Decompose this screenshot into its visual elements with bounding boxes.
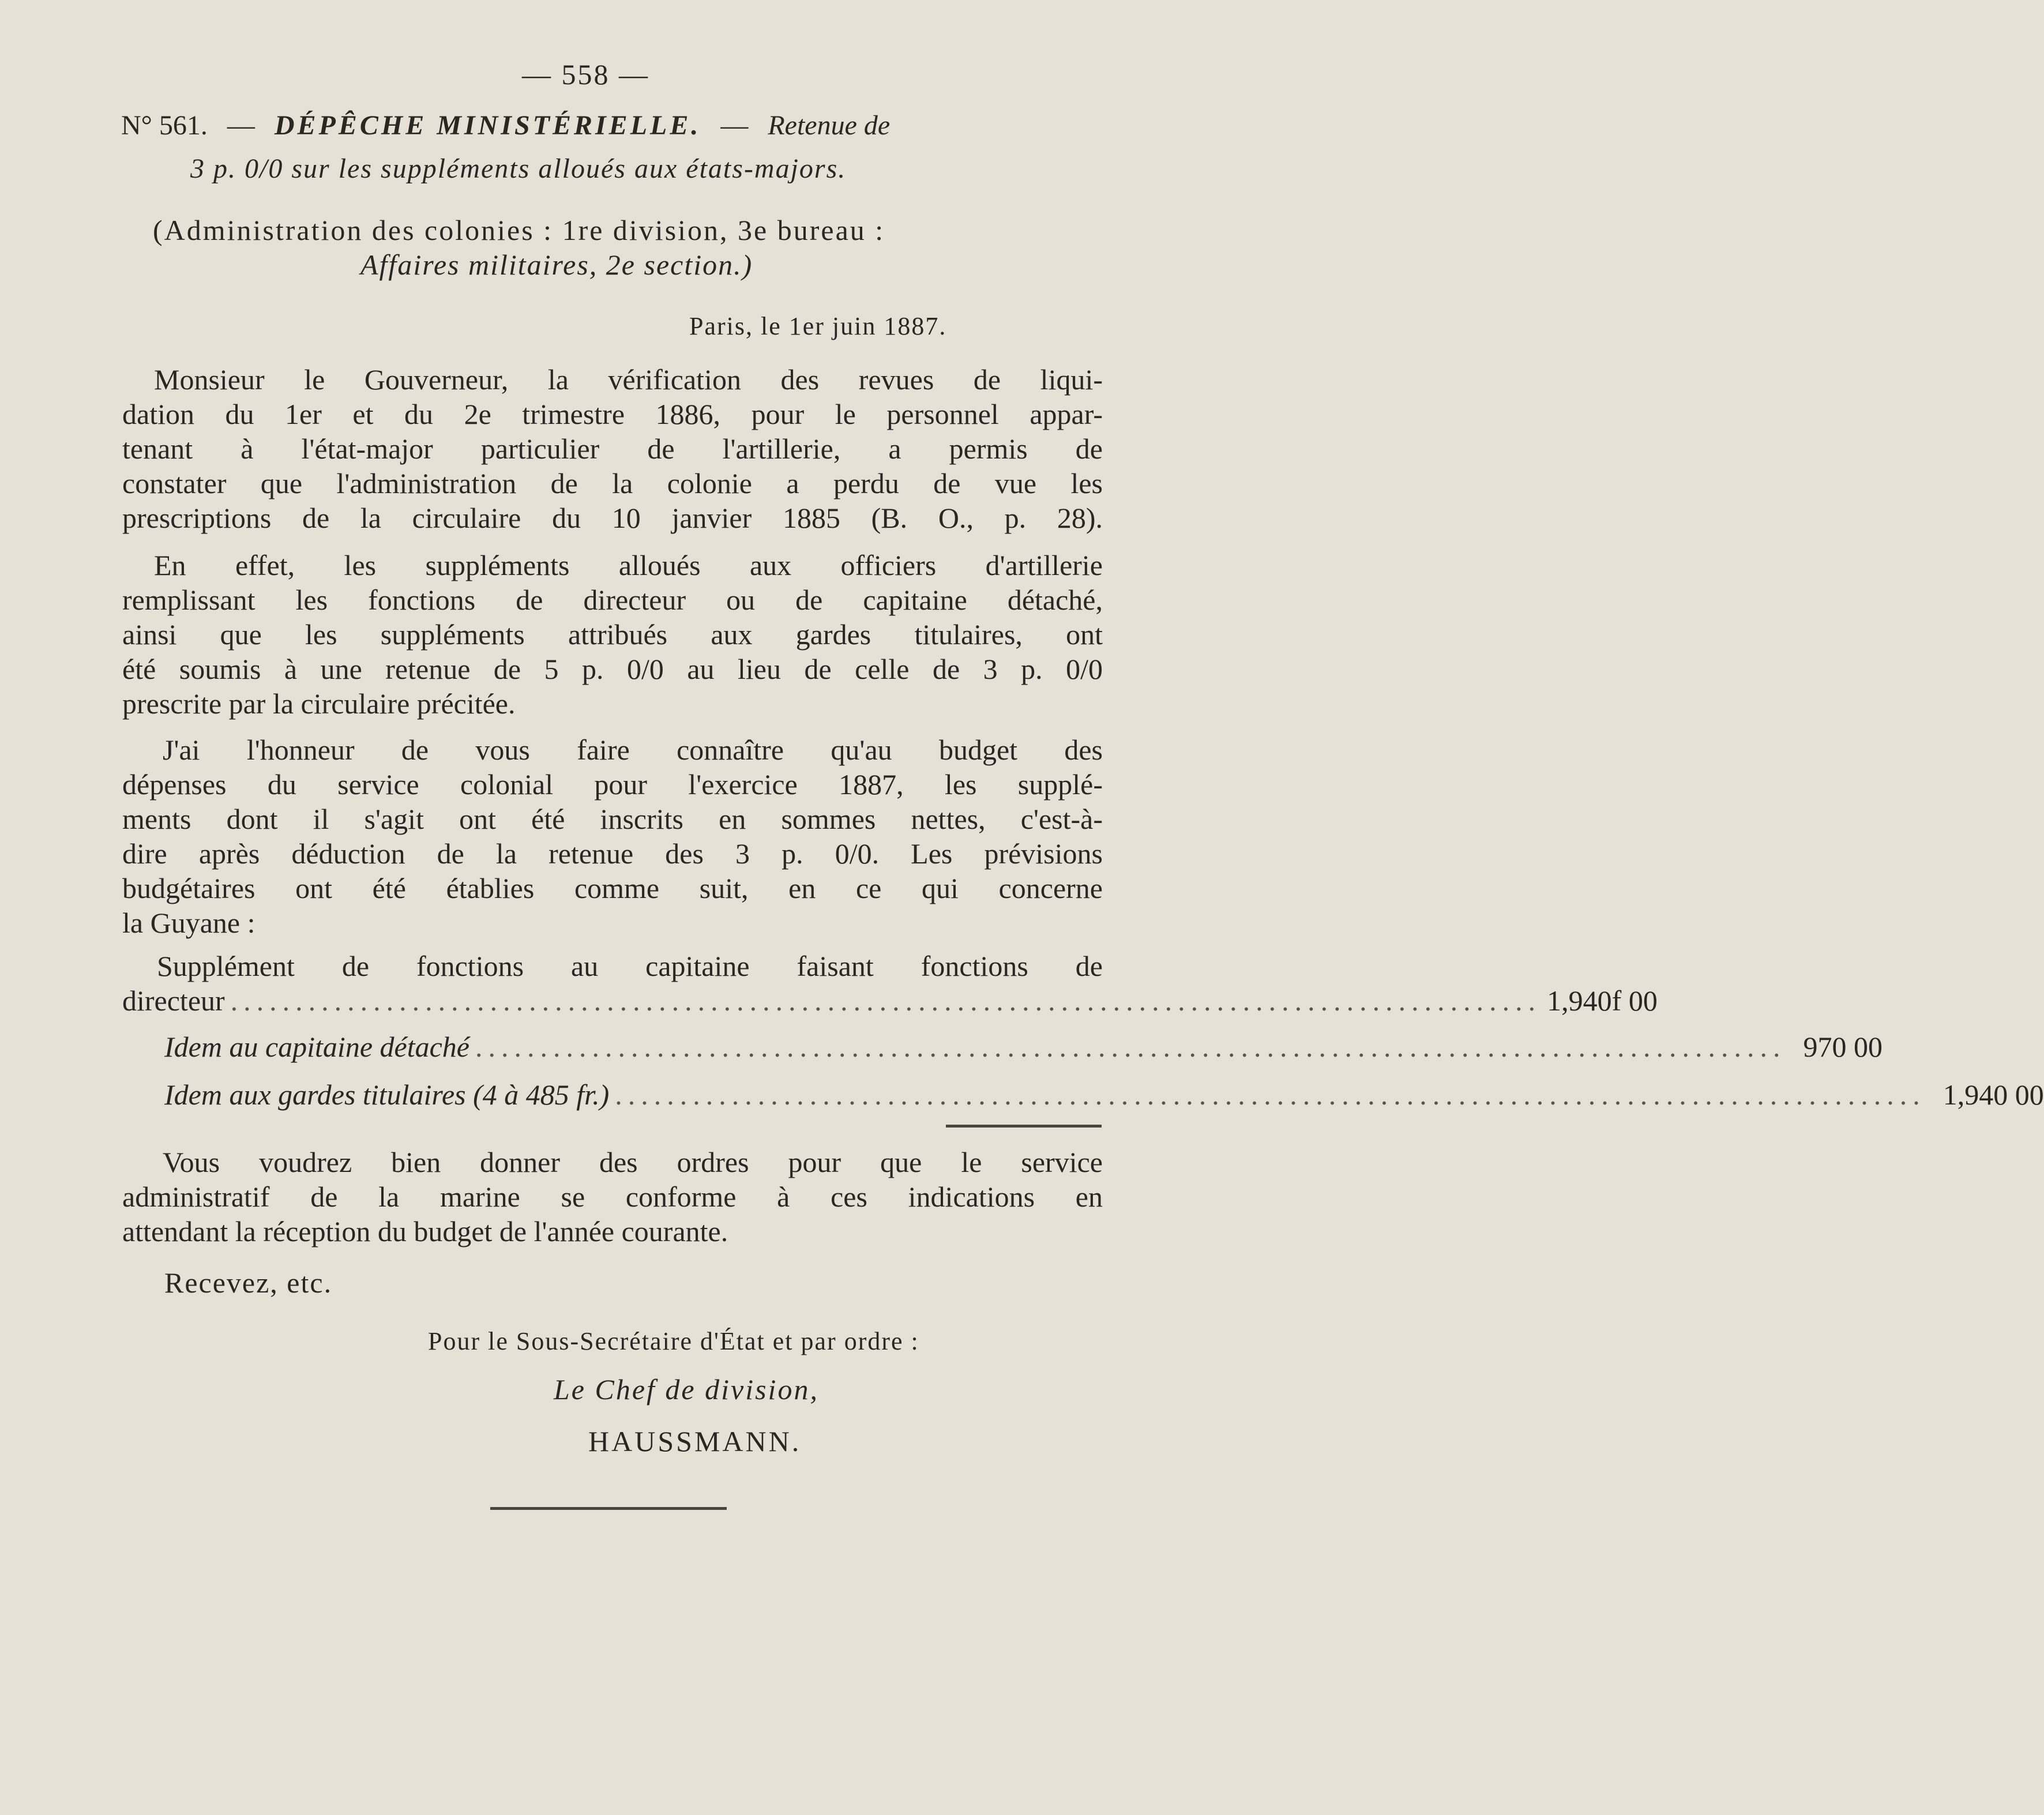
dot-leader: ..................................................................................................... [230, 984, 1542, 1017]
signature-authority: Pour le Sous-Secrétaire d'État et par ordre : [428, 1327, 919, 1355]
page-number: — 558 — [522, 58, 649, 91]
signature-title: Le Chef de division, [554, 1373, 819, 1406]
paragraph-line: prescriptions de la circulaire du 10 janvier 1885 (B. O., p. 28). [122, 502, 1103, 534]
budget-row [122, 983, 1658, 1018]
paragraph-line: ainsi que les suppléments attribués aux gardes titulaires, ont [122, 618, 1103, 651]
paragraph-line: dépenses du service colonial pour l'exercice 1887, les supplé- [122, 768, 1103, 801]
paragraph-line: dire après déduction de la retenue des 3 p. 0/0. Les prévisions [122, 837, 1103, 870]
paragraph-line: remplissant les fonctions de directeur ou de capitaine détaché, [122, 584, 1103, 616]
paragraph-line: constater que l'administration de la colonie a perdu de vue les [122, 467, 1103, 499]
budget-row [164, 1077, 2044, 1112]
dateline: Paris, le 1er juin 1887. [689, 312, 947, 340]
paragraph-line: En effet, les suppléments alloués aux officiers d'artillerie [154, 549, 1103, 581]
budget-item-label: Idem aux gardes titulaires (4 à 485 fr.) [164, 1079, 610, 1111]
budget-amount: 1,940f 00 [1547, 984, 1658, 1017]
dispatch-subject-start: Retenue de [768, 110, 891, 141]
dispatch-subject: 3 p. 0/0 sur les suppléments alloués aux états-majors. [190, 153, 847, 184]
budget-item-label: directeur [122, 984, 225, 1017]
paragraph-line: la Guyane : [122, 907, 256, 939]
closing-rule [490, 1507, 727, 1510]
paragraph-line: prescrite par la circulaire précitée. [122, 687, 516, 720]
heading-dash: — [227, 110, 255, 141]
dispatch-number: N° 561. [121, 110, 208, 141]
paragraph-line: ments dont il s'agit ont été inscrits en sommes nettes, c'est-à- [122, 803, 1103, 835]
dispatch-title: DÉPÊCHE MINISTÉRIELLE. [274, 110, 701, 141]
signature-name: HAUSSMANN. [588, 1425, 802, 1457]
budget-row [164, 1029, 1883, 1064]
budget-item-label: Supplément de fonctions au capitaine faisant fonctions de [157, 950, 1103, 982]
paragraph-line: administratif de la marine se conforme à ces indications en [122, 1181, 1103, 1213]
dispatch-heading [121, 110, 1102, 141]
administration-line-2: Affaires militaires, 2e section.) [360, 249, 753, 281]
budget-amount: 970 00 [1803, 1031, 1883, 1063]
heading-dash: — [720, 110, 749, 141]
budget-item-label: Idem au capitaine détaché [164, 1031, 469, 1063]
paragraph-line: Vous voudrez bien donner des ordres pour que le service [163, 1146, 1103, 1178]
paragraph-line: tenant à l'état-major particulier de l'artillerie, a permis de [122, 433, 1103, 465]
total-rule [946, 1125, 1102, 1128]
dot-leader: ..................................................................................................... [615, 1079, 1926, 1111]
paragraph-line: attendant la réception du budget de l'année courante. [122, 1215, 728, 1247]
administration-line-1: (Administration des colonies : 1re division, 3e bureau : [153, 214, 885, 246]
paragraph-line: dation du 1er et du 2e trimestre 1886, pour le personnel appar- [122, 398, 1103, 430]
dot-leader: ..................................................................................................... [475, 1031, 1786, 1063]
paragraph-line: J'ai l'honneur de vous faire connaître qu'au budget des [163, 734, 1103, 766]
salutation: Recevez, etc. [164, 1267, 333, 1299]
paragraph-line: Monsieur le Gouverneur, la vérification des revues de liqui- [154, 363, 1103, 396]
paragraph-line: été soumis à une retenue de 5 p. 0/0 au lieu de celle de 3 p. 0/0 [122, 653, 1103, 685]
paragraph-line: budgétaires ont été établies comme suit, en ce qui concerne [122, 872, 1103, 904]
budget-amount: 1,940 00 [1942, 1079, 2044, 1111]
